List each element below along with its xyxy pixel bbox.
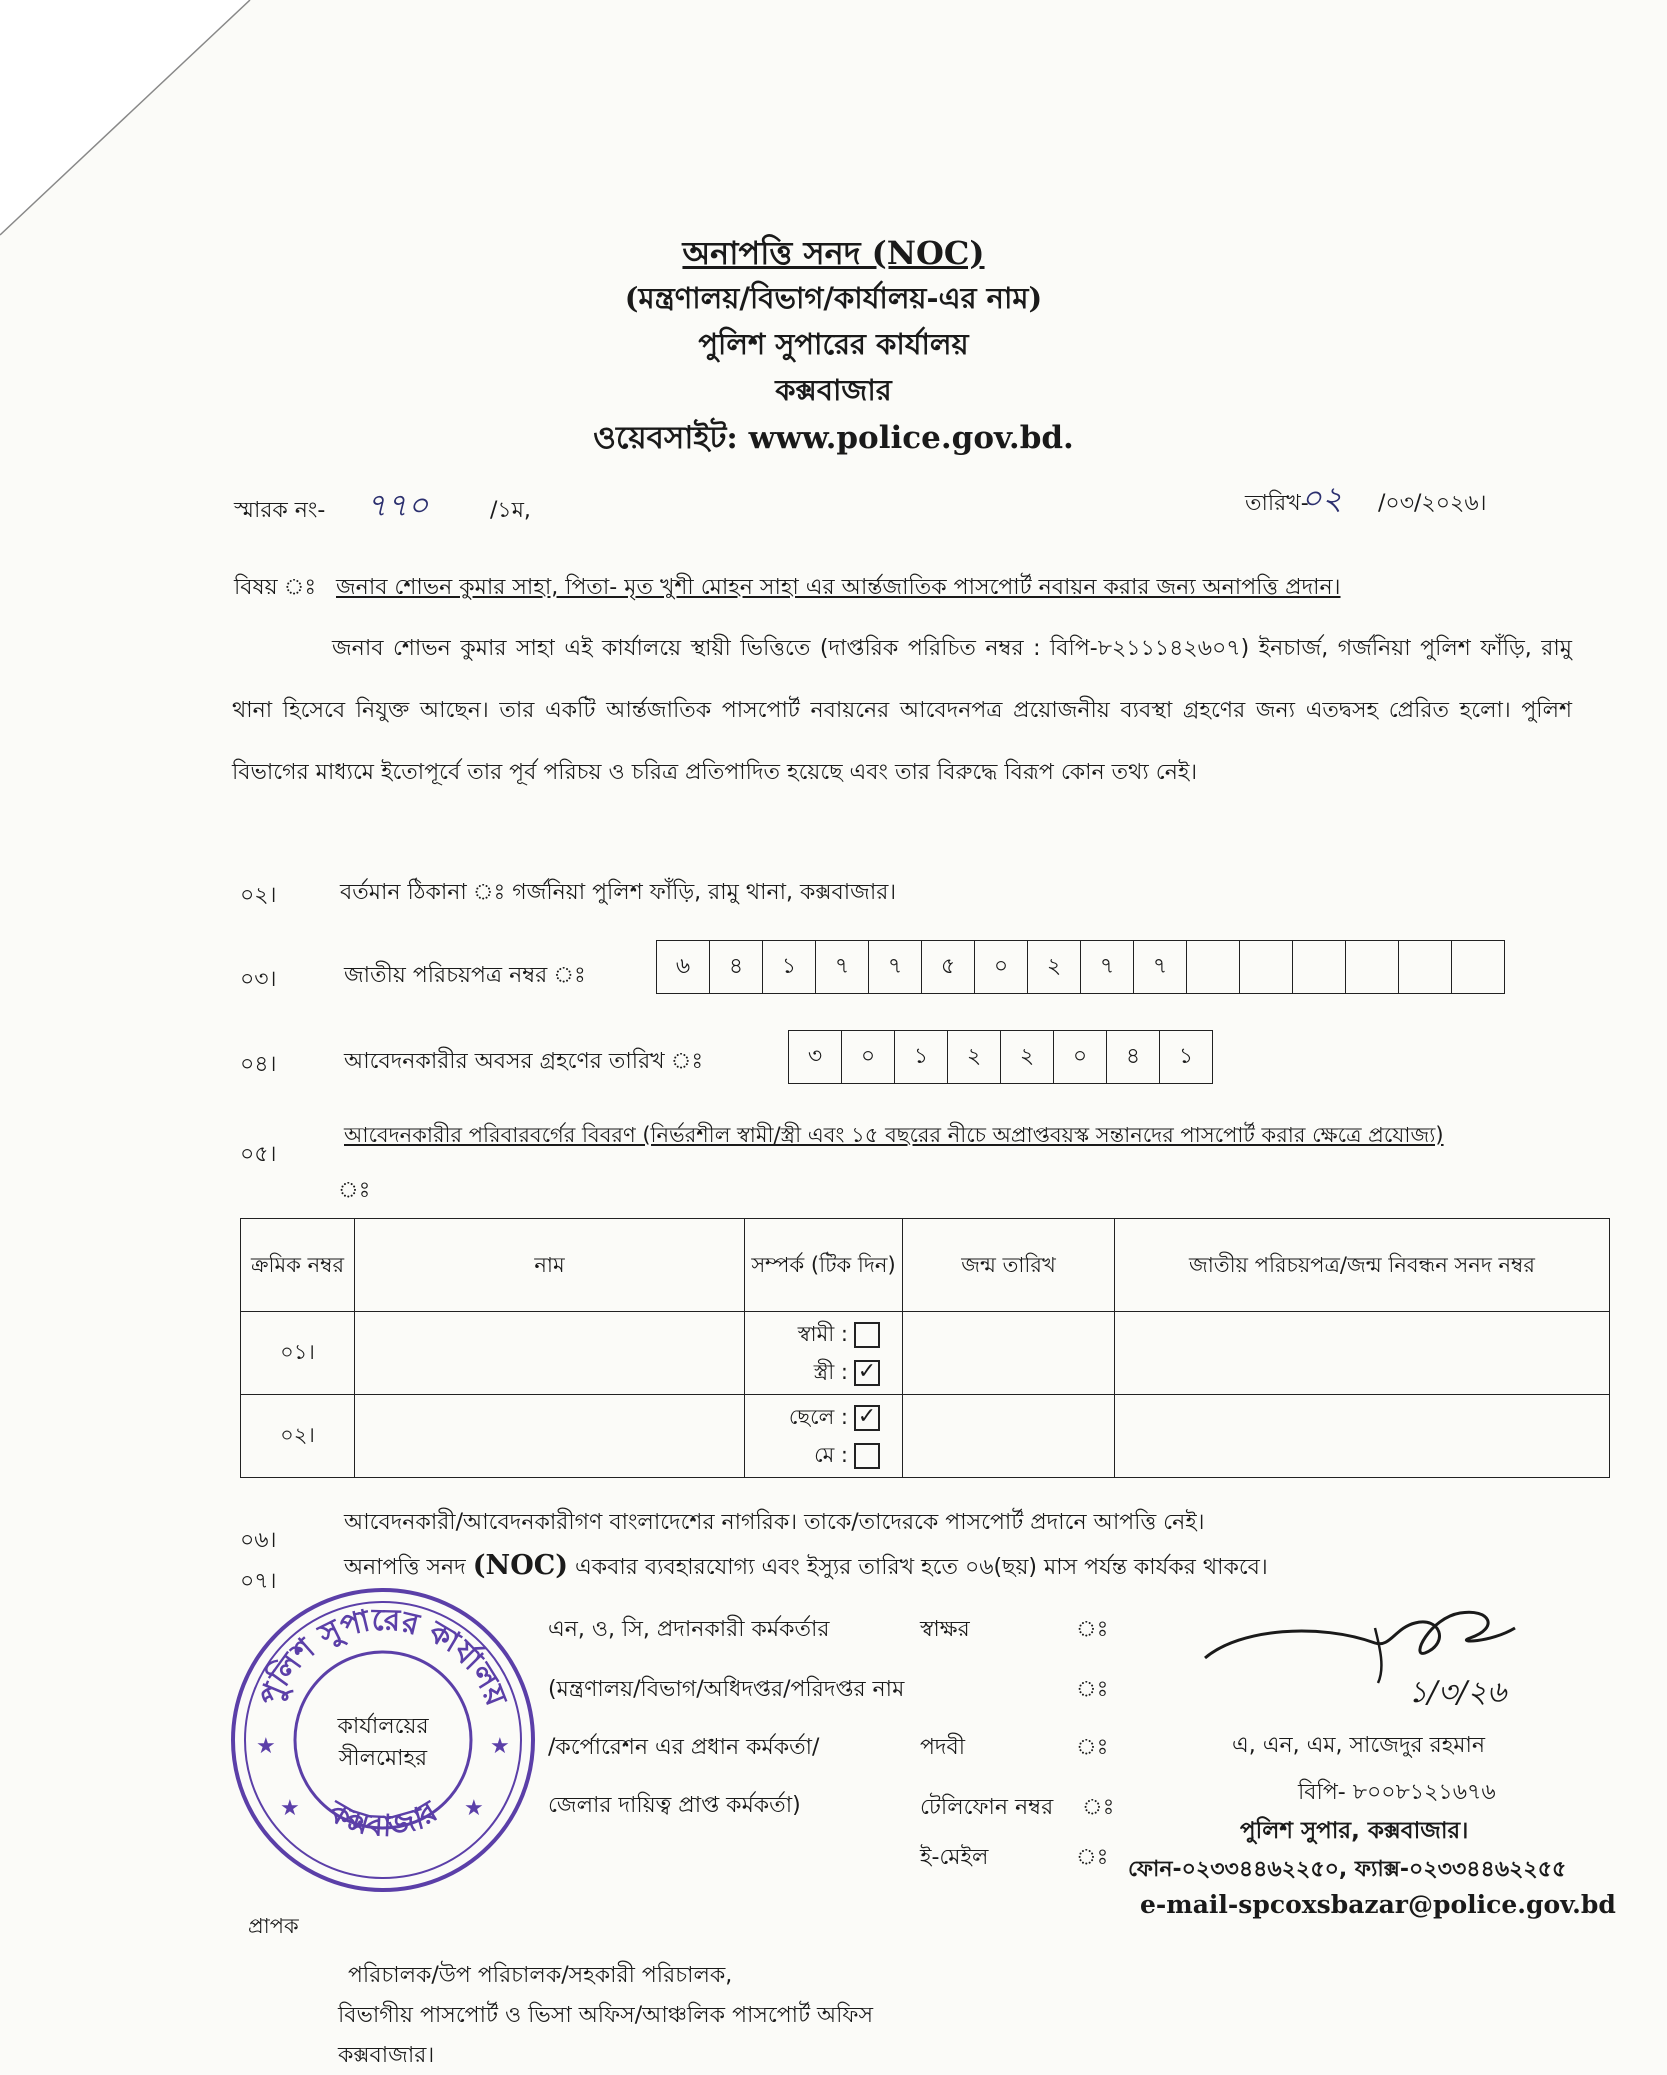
signatory-bp: বিপি- ৮০০৮১২১৬৭৬ [1298,1780,1496,1805]
seal-star-icon: ★ [256,1734,276,1759]
retirement-date-boxes [788,1030,1213,1084]
item-06-number: ০৬। [240,1528,277,1553]
row-serial: ০২। [241,1395,355,1478]
ministry-placeholder: (মন্ত্রণালয়/বিভাগ/কার্যালয়-এর নাম) [624,281,1043,315]
digit-box: ৭ [1134,941,1187,993]
colon: ঃ [1076,1677,1109,1702]
office-name: পুলিশ সুপারের কার্যালয় [698,327,969,361]
label-email: ই-মেইল [920,1845,989,1870]
row-dob [903,1312,1115,1395]
row-nid [1115,1312,1610,1395]
digit-box: ৩ [789,1031,842,1083]
recipient-line3: কক্সবাজার। [338,2043,435,2068]
item-06-text: আবেদনকারী/আবেদনকারীগণ বাংলাদেশের নাগরিক। তাকে/তাদেরকে পাসপোর্ট প্রদানে আপত্তি নেই। [344,1510,1205,1535]
daughter-checkbox[interactable] [854,1443,880,1469]
signatory-label-1: এন, ও, সি, প্রদানকারী কর্মকর্তার [548,1617,830,1642]
digit-box: ১ [1178,1043,1194,1069]
digit-box: ৪ [1107,1031,1160,1083]
seal-center-line2: সীলমোহর [338,1746,428,1771]
relation-daughter-label: মে : [814,1443,848,1467]
son-checkbox[interactable]: ✓ [854,1405,880,1431]
body-paragraph [232,618,1572,804]
row-serial: ০১। [241,1312,355,1395]
signatory-label-2: (মন্ত্রণালয়/বিভাগ/অধিদপ্তর/পরিদপ্তর নাম [548,1677,905,1702]
digit-box: ৭ [1081,941,1134,993]
body-text: জনাব শোভন কুমার সাহা এই কার্যালয়ে স্থায়ী ভিত্তিতে (দাপ্তরিক পরিচিত নম্বর : বিপি-৮২১১১৪২৬০৭) ইনচার্জ, গর্জনিয়া পুলিশ ফাঁড়ি, রামু থানা হিসেবে নিযুক্ত আছেন। তার একটি আর্ন্তজাতিক পাসপোর্ট নবায়নের আবেদনপত্র প্রয়োজনীয় ব্যবস্থা গ্রহণের জন্য এতদ্বসহ প্রেরিত হলো। পুলিশ বিভাগের মাধ্যমে ইতোপূর্বে তার পূর্ব পরিচয় ও চরিত্র প্রতিপাদিত হয়েছে এবং তার বিরুদ্ধে বিরূপ কোন তথ্য নেই। [232,636,1572,785]
label-telephone: টেলিফোন নম্বর [920,1795,1054,1820]
item-02-address: বর্তমান ঠিকানা ঃ গর্জনিয়া পুলিশ ফাঁড়ি, রামু থানা, কক্সবাজার। [340,880,897,905]
office-seal [228,1585,538,1895]
seal-star-icon: ★ [280,1796,300,1821]
family-table-header [241,1219,1610,1312]
item-04-label: আবেদনকারীর অবসর গ্রহণের তারিখ ঃ [344,1049,704,1074]
relation-wife-label: স্ত্রী : [813,1360,848,1384]
subject-text: জনাব শোভন কুমার সাহা, পিতা- মৃত খুশী মোহন সাহা এর আর্ন্তজাতিক পাসপোর্ট নবায়ন করার জন্য অনাপত্তি প্রদান। [336,575,1341,600]
digit-box: ৭ [869,941,922,993]
item-03-label: জাতীয় পরিচয়পত্র নম্বর ঃ [344,963,586,988]
digit-box: ০ [1054,1031,1107,1083]
digit-box: ৭ [816,941,869,993]
digit-box [1452,941,1504,993]
col-nid: জাতীয় পরিচয়পত্র/জন্ম নিবন্ধন সনদ নম্বর [1115,1219,1610,1312]
recipient-line2: বিভাগীয় পাসপোর্ট ও ভিসা অফিস/আঞ্চলিক পাসপোর্ট অফিস [338,2003,874,2028]
item-07-text [344,1550,1268,1587]
digit-box: ৪ [710,941,763,993]
seal-star-icon: ★ [490,1734,510,1759]
table-row [241,1312,1610,1395]
document-title: অনাপত্তি সনদ (NOC) [682,234,985,272]
digit-box [1399,941,1452,993]
digit-box: ৬ [657,941,710,993]
relation-son-label: ছেলে : [788,1405,848,1429]
memo-suffix: /১ম, [490,498,531,523]
wife-checkbox[interactable]: ✓ [854,1360,880,1386]
nid-digit-boxes [656,940,1505,994]
husband-checkbox[interactable] [854,1322,880,1348]
digit-box: ২ [1001,1031,1054,1083]
family-table [240,1218,1610,1478]
item-03-number: ০৩। [240,967,277,992]
digit-box: ২ [1028,941,1081,993]
signatory-name: এ, এন, এম, সাজেদুর রহমান [1232,1733,1485,1758]
digit-box: ০ [975,941,1028,993]
colon: ঃ [1076,1617,1109,1642]
label-designation: পদবী [920,1735,966,1760]
date-label: তারিখ- [1245,491,1309,516]
row-dob [903,1395,1115,1478]
digit-box: ১ [763,941,816,993]
col-dob: জন্ম তারিখ [903,1219,1115,1312]
colon: ঃ [1076,1735,1109,1760]
folded-corner [0,0,260,240]
seal-bottom-text: কক্সবাজার [322,1794,444,1845]
row-relation [745,1312,903,1395]
col-serial: ক্রমিক নম্বর [241,1219,355,1312]
item-07-text-a: অনাপত্তি সনদ [344,1555,466,1580]
signatory-title: পুলিশ সুপার, কক্সবাজার। [1240,1818,1469,1844]
recipient-label: প্রাপক [248,1914,299,1938]
signatory-phone: ফোন-০২৩৩৪৪৬২২৫০, ফ্যাক্স-০২৩৩৪৪৬২২৫৫ [1128,1857,1567,1882]
item-02-number: ০২। [240,883,277,908]
table-row [241,1395,1610,1478]
label-signature: স্বাক্ষর [920,1617,970,1642]
signatory-email: e-mail-spcoxsbazar@police.gov.bd [1140,1890,1616,1919]
item-07-text-c: একবার ব্যবহারযোগ্য এবং ইস্যুর তারিখ হতে ০৬(ছয়) মাস পর্যন্ত কার্যকর থাকবে। [575,1555,1268,1580]
signatory-label-4: জেলার দায়িত্ব প্রাপ্ত কর্মকর্তা) [548,1793,801,1818]
digit-box [1187,941,1240,993]
row-nid [1115,1395,1610,1478]
date-rest: /০৩/২০২৬। [1378,491,1487,516]
digit-box [1346,941,1399,993]
signature-date: ১/৩/২৬ [1408,1675,1507,1710]
digit-box [1293,941,1346,993]
col-name: নাম [355,1219,745,1312]
digit-box: ২ [948,1031,1001,1083]
seal-star-icon: ★ [464,1796,484,1821]
item-05-colon: ঃ [338,1178,371,1203]
subject-label: বিষয় ঃ [234,575,317,600]
item-05-number: ০৫। [240,1142,277,1167]
website: ওয়েবসাইট: www.police.gov.bd. [593,420,1074,456]
item-07-noc: (NOC) [472,1550,568,1581]
digit-box: ৫ [922,941,975,993]
date-day: ০২ [1301,479,1343,517]
col-relation: সম্পর্ক (টিক দিন) [745,1219,903,1312]
colon: ঃ [1076,1845,1109,1870]
memo-number: ৭৭০ [366,486,429,524]
memo-label: স্মারক নং- [234,498,326,523]
digit-box [1240,941,1293,993]
seal-center-line1: কার্যালয়ের [337,1714,429,1739]
district-name: কক্সবাজার [775,373,892,407]
item-05-text: আবেদনকারীর পরিবারবর্গের বিবরণ (নির্ভরশীল স্বামী/স্ত্রী এবং ১৫ বছরের নীচে অপ্রাপ্তবয়স্ক সন্তানদের পাসপোর্ট করার ক্ষেত্রে প্রযোজ্য) [344,1123,1444,1147]
item-07-number: ০৭। [240,1569,277,1594]
row-name [355,1395,745,1478]
digit-box: ১ [895,1031,948,1083]
row-name [355,1312,745,1395]
colon: ঃ [1082,1795,1115,1820]
signatory-label-3: /কর্পোরেশন এর প্রধান কর্মকর্তা/ [548,1735,820,1760]
digit-box: ০ [842,1031,895,1083]
seal-top-text: পুলিশ সুপারের কার্যালয় [252,1602,514,1711]
relation-husband-label: স্বামী : [797,1322,848,1346]
recipient-line1: পরিচালক/উপ পরিচালক/সহকারী পরিচালক, [348,1963,733,1988]
row-relation [745,1395,903,1478]
item-04-number: ০৪। [240,1052,277,1077]
